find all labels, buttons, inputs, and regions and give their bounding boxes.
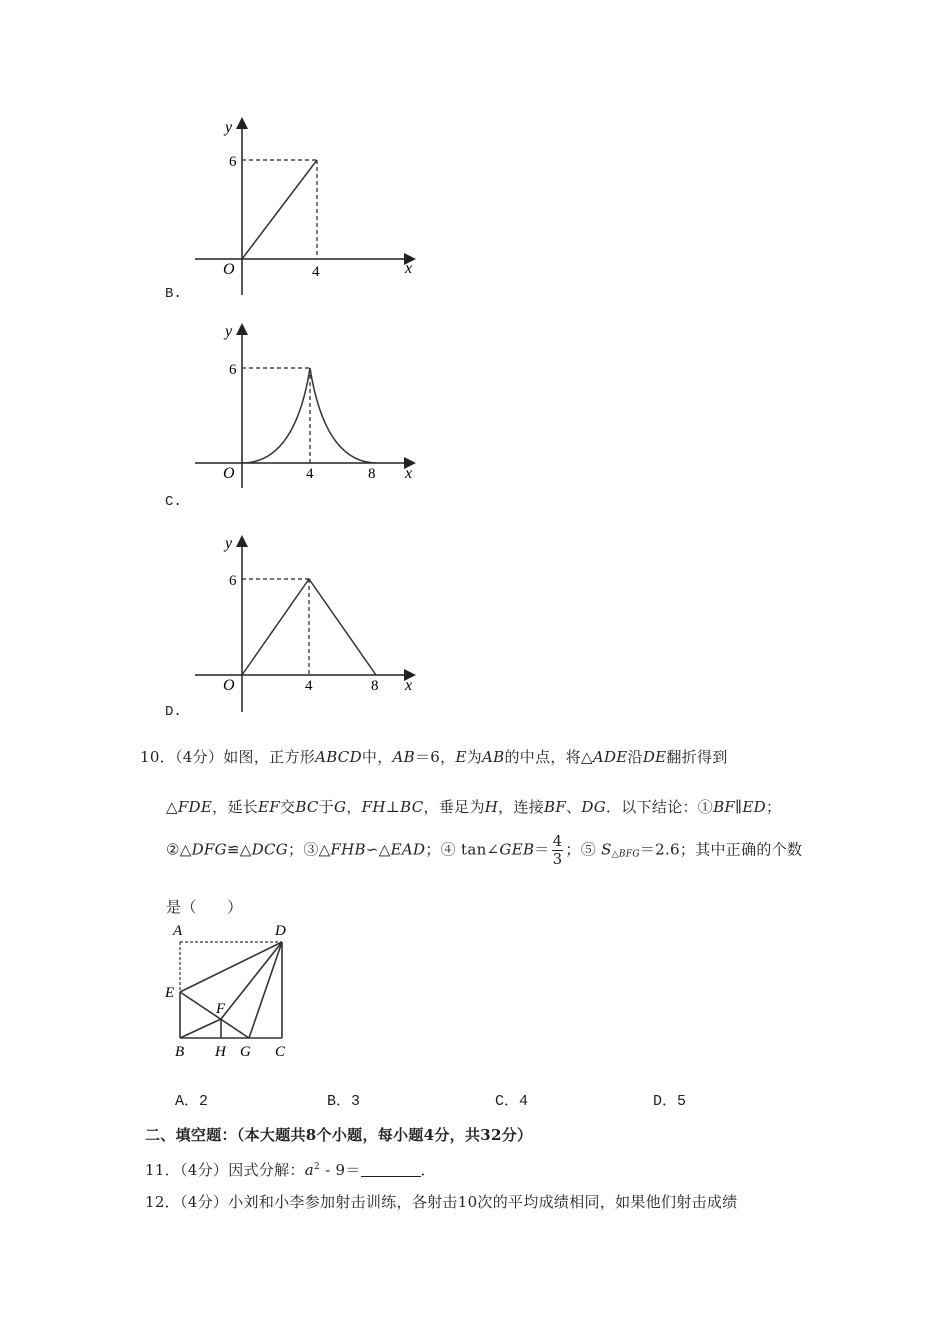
answer-blank[interactable] — [361, 1164, 421, 1177]
series-line — [242, 160, 317, 259]
q10-figure — [160, 920, 300, 1062]
y-tick-6: 6 — [229, 362, 237, 378]
origin-label: O — [223, 465, 235, 482]
origin-label: O — [223, 261, 235, 278]
q10-line-3: ②△DFG≌△DCG；③△FHB∽△EAD；④ tan∠GEB＝ $\frac{4}{3}$ ；⑤ $S_{\triangle BFG}=2.6$；其中正确的个数 — [166, 832, 803, 868]
option-c-label: C. — [165, 494, 182, 510]
origin-label: O — [223, 677, 235, 694]
x-axis-label: x — [405, 465, 413, 482]
q12: 12．（4分）小刘和小李参加射击训练，各射击10次的平均成绩相同，如果他们射击成绩 — [145, 1193, 738, 1211]
q10-line-2: △FDE，延长EF交BC于G，FH⊥BC，垂足为H，连接BF、DG．以下结论：①BF∥ED； — [166, 798, 782, 816]
label-f: F — [216, 1001, 226, 1017]
x-tick-4: 4 — [305, 678, 313, 694]
choice-b[interactable]: B．3 — [327, 1093, 361, 1110]
label-h: H — [215, 1044, 226, 1060]
x-tick-4: 4 — [306, 466, 314, 482]
x-axis-label: x — [405, 677, 413, 694]
label-g: G — [240, 1044, 251, 1060]
graph-b — [185, 112, 425, 302]
section-2-title: 二、填空题：（本大题共8个小题，每小题4分，共32分） — [145, 1126, 533, 1144]
graph-d — [185, 532, 425, 717]
q10-line-4: 是（ ） — [166, 898, 243, 916]
graph-c — [185, 320, 425, 490]
x-axis-label: x — [405, 260, 413, 277]
q10-line-1: 10．（4分）如图，正方形ABCD中，AB＝6，E为AB的中点，将△ADE沿DE翻折得到 — [140, 748, 728, 766]
label-e: E — [165, 985, 175, 1001]
y-axis-label: y — [225, 119, 233, 136]
y-tick-6: 6 — [229, 154, 237, 170]
y-axis-label: y — [225, 535, 233, 552]
x-tick-4: 4 — [312, 264, 320, 280]
option-d-label: D. — [165, 704, 182, 720]
y-axis-label: y — [225, 323, 233, 340]
option-b-label: B. — [165, 286, 182, 302]
fraction-4-3: $\frac{4}{3}$ — [552, 832, 563, 868]
choice-c[interactable]: C．4 — [495, 1093, 529, 1110]
label-a: A — [173, 923, 183, 939]
x-tick-8: 8 — [371, 678, 379, 694]
choice-a[interactable]: A．2 — [175, 1093, 209, 1110]
choice-d[interactable]: D．5 — [653, 1093, 687, 1110]
y-tick-6: 6 — [229, 573, 237, 589]
label-c: C — [275, 1044, 286, 1060]
q11: 11．（4分）因式分解：$a^2 - 9=$ ． — [145, 1161, 436, 1179]
label-b: B — [175, 1044, 185, 1060]
x-tick-8: 8 — [368, 466, 376, 482]
label-d: D — [275, 923, 286, 939]
